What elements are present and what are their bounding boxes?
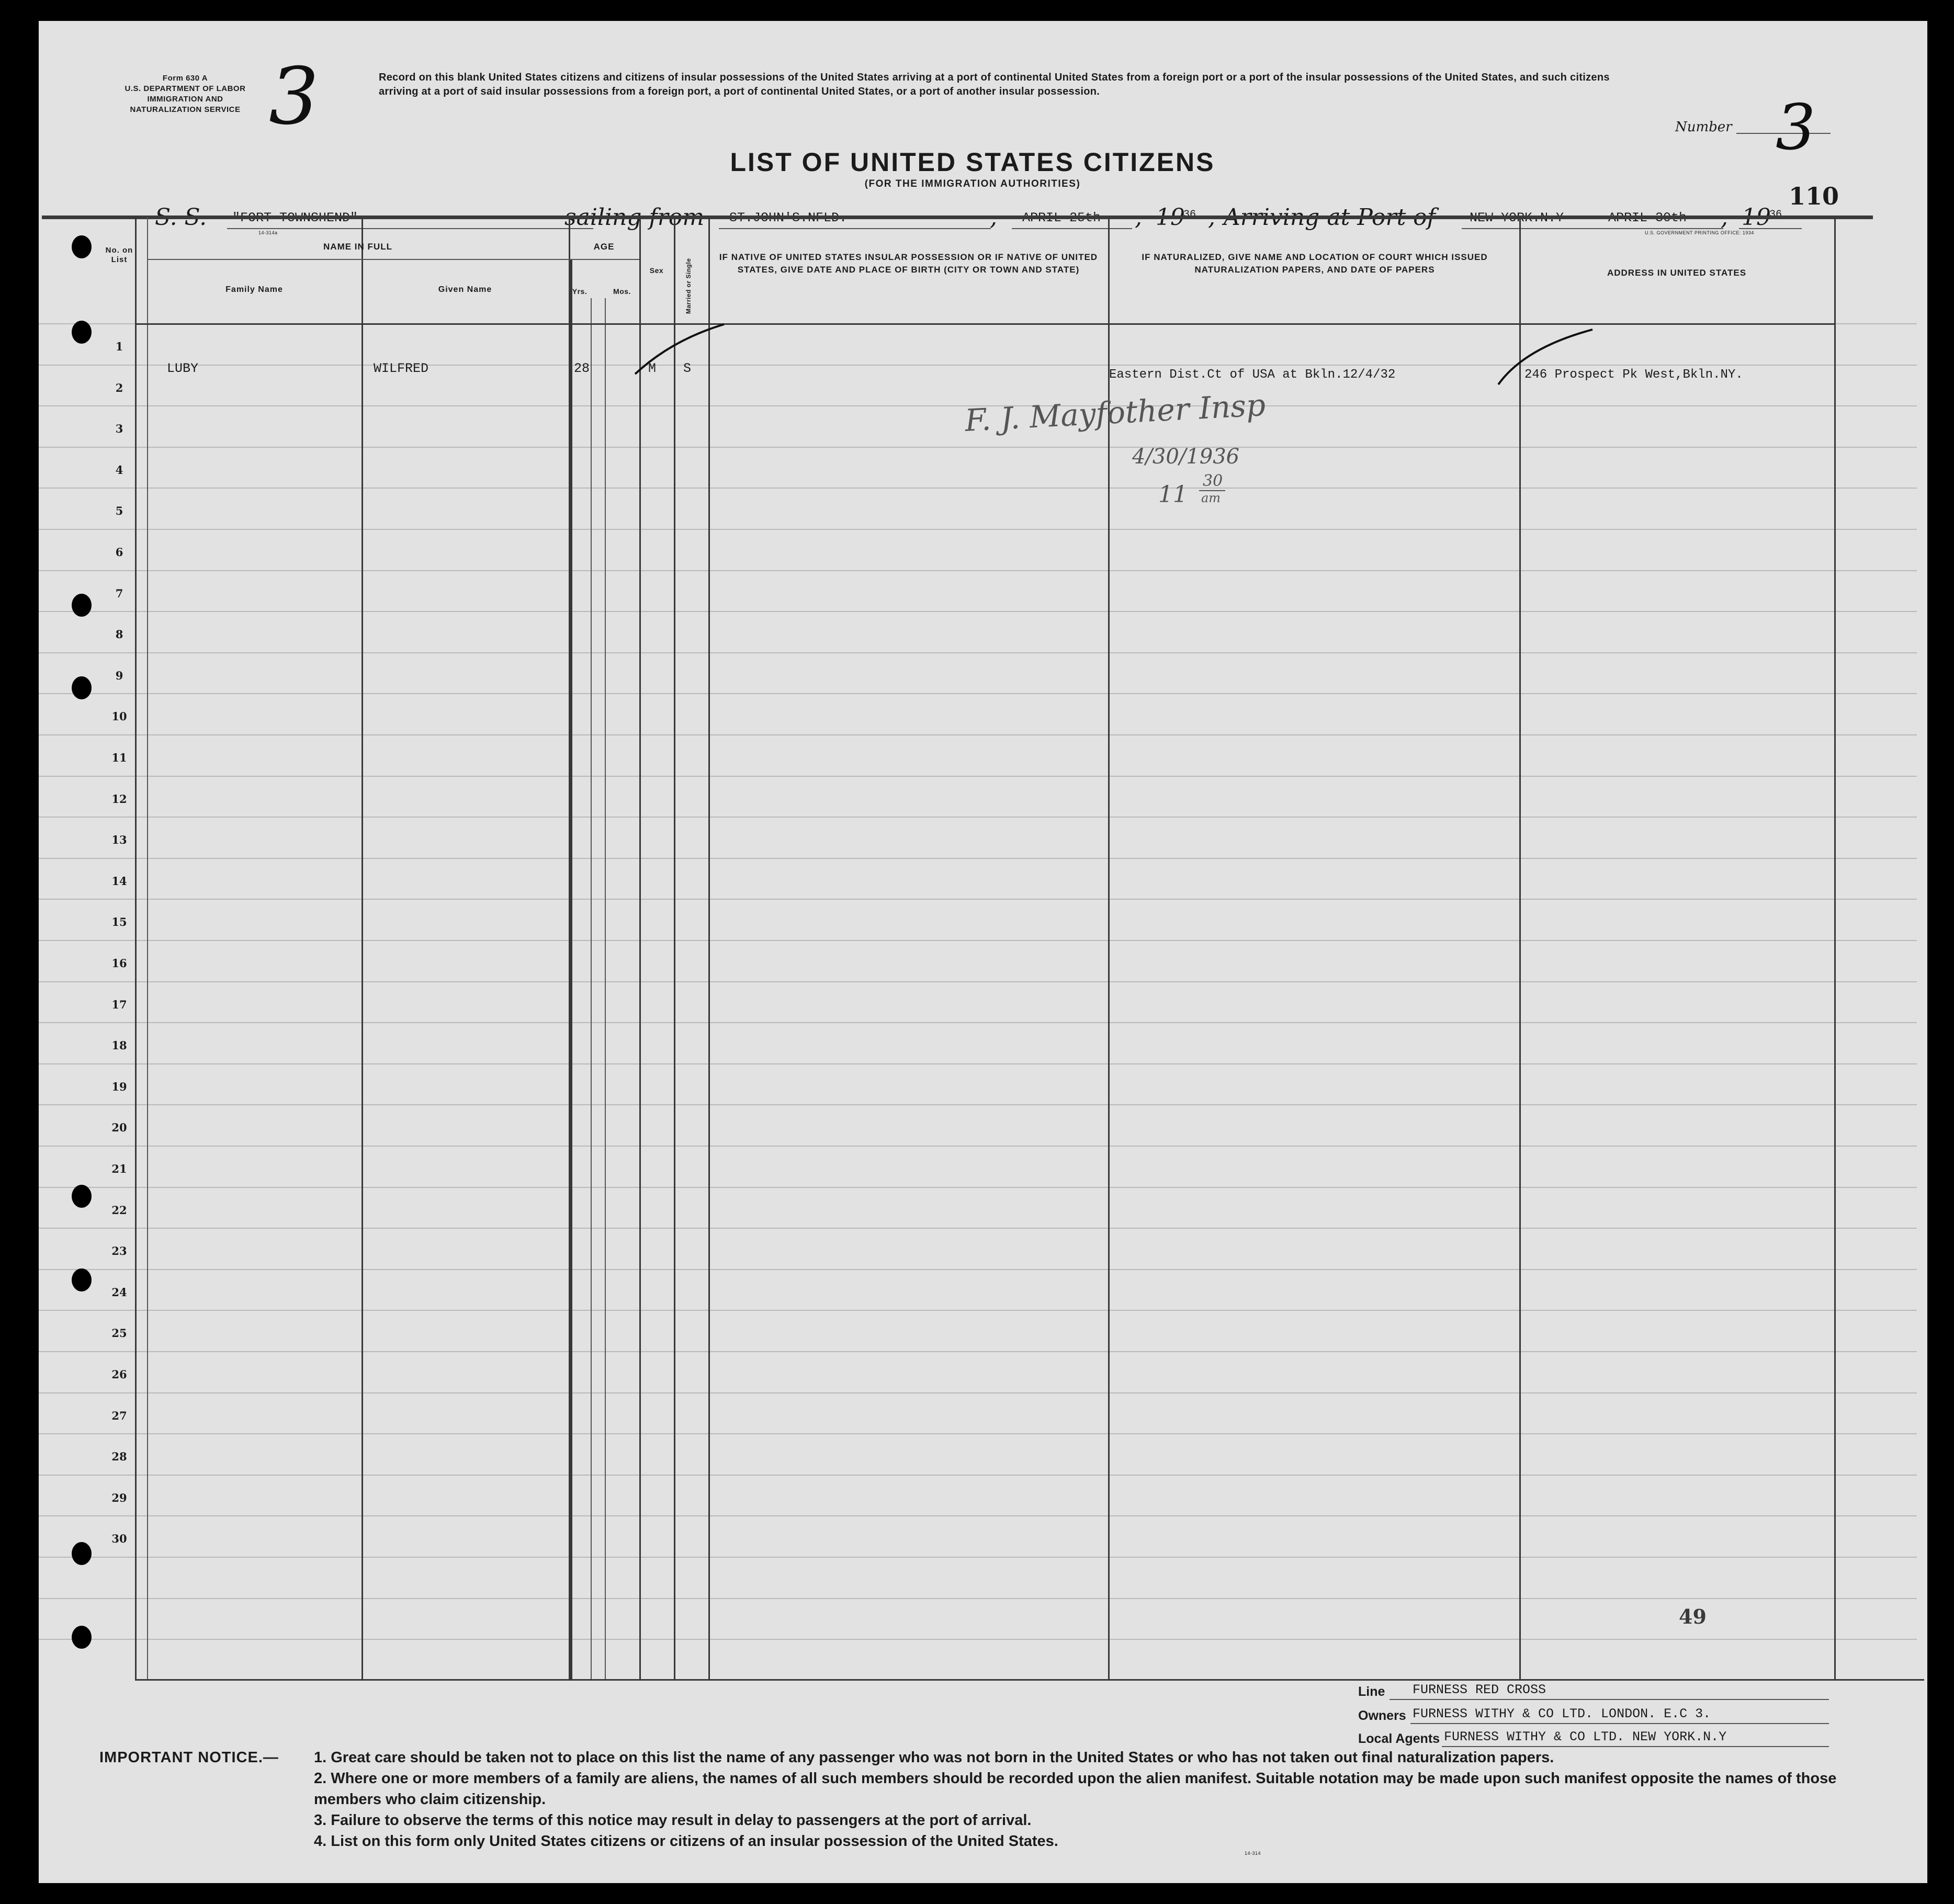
row-number: 12 bbox=[111, 792, 127, 806]
row-number: 1 bbox=[115, 340, 123, 353]
number-label: Number bbox=[1675, 119, 1732, 135]
date-arrived: APRIL 30th bbox=[1608, 210, 1687, 225]
ruled-line bbox=[39, 693, 1917, 694]
marital-status: S bbox=[683, 361, 692, 376]
inspection-date: 4/30/1936 bbox=[1132, 445, 1240, 469]
ruled-line bbox=[39, 488, 1917, 489]
row-number: 9 bbox=[115, 668, 123, 682]
ruled-line bbox=[39, 1187, 1917, 1188]
form-identifier bbox=[81, 73, 290, 115]
row-number: 26 bbox=[111, 1368, 127, 1381]
row-number: 14 bbox=[111, 874, 127, 888]
notice-item: 3. Failure to observe the terms of this notice may result in delay to passengers at the port of arrival. bbox=[314, 1812, 1032, 1829]
ruled-line bbox=[39, 1022, 1917, 1023]
col-address: ADDRESS IN UNITED STATES bbox=[1607, 268, 1747, 278]
year-prefix-arrived: 19 bbox=[1742, 204, 1771, 231]
row-number: 30 bbox=[111, 1532, 127, 1546]
col-name-in-full: NAME IN FULL bbox=[323, 242, 392, 252]
printing-office: U.S. GOVERNMENT PRINTING OFFICE: 1934 bbox=[1645, 230, 1754, 235]
form-code: 14-314 bbox=[1245, 1851, 1261, 1856]
punch-hole bbox=[72, 321, 92, 344]
age-years: 28 bbox=[574, 361, 590, 376]
ruled-line bbox=[39, 1598, 1917, 1599]
row-number: 25 bbox=[111, 1327, 127, 1340]
row-number: 11 bbox=[111, 751, 127, 764]
punch-hole bbox=[72, 1268, 92, 1291]
inspector-signature: F. J. Mayfother Insp bbox=[964, 387, 1267, 439]
ruled-line bbox=[39, 817, 1917, 818]
ruled-line bbox=[39, 652, 1917, 653]
row-number: 7 bbox=[115, 586, 123, 600]
row-number: 17 bbox=[111, 998, 127, 1011]
small-code: 14-314a bbox=[258, 230, 278, 235]
ruled-line bbox=[39, 1063, 1917, 1064]
naturalization-court: Eastern Dist.Ct of USA at Bkln.12/4/32 bbox=[1109, 368, 1396, 382]
year-arrived: 36 bbox=[1769, 209, 1782, 221]
ruled-line bbox=[39, 1269, 1917, 1270]
ruled-line bbox=[39, 858, 1917, 859]
ruled-line bbox=[39, 734, 1917, 735]
address: 246 Prospect Pk West,Bkln.NY. bbox=[1524, 368, 1743, 382]
year-sailed: 36 bbox=[1183, 209, 1196, 221]
inspection-ampm: am bbox=[1201, 491, 1221, 505]
form-identifier-line: IMMIGRATION AND bbox=[147, 95, 223, 104]
family-name: LUBY bbox=[167, 361, 199, 376]
ruled-line bbox=[39, 611, 1917, 612]
ruled-line bbox=[39, 1392, 1917, 1393]
handwritten-list-number: 3 bbox=[269, 51, 319, 142]
sailing-from-label: sailing from bbox=[564, 204, 705, 231]
number-value: 3 bbox=[1776, 92, 1816, 164]
ship-name: "FORT TOWNSHEND" bbox=[232, 210, 358, 225]
punch-hole bbox=[72, 1542, 92, 1565]
ruled-line bbox=[39, 1228, 1917, 1229]
row-number: 20 bbox=[111, 1121, 127, 1135]
ruled-line bbox=[39, 1351, 1917, 1352]
row-number: 8 bbox=[115, 628, 123, 641]
punch-hole bbox=[72, 1626, 92, 1649]
page-title: LIST OF UNITED STATES CITIZENS bbox=[730, 148, 1215, 177]
ruled-line bbox=[39, 1104, 1917, 1105]
ruled-line bbox=[39, 776, 1917, 777]
agents-value: FURNESS WITHY & CO LTD. NEW YORK.N.Y bbox=[1444, 1729, 1727, 1744]
owners-label: Owners bbox=[1358, 1708, 1406, 1723]
punch-hole bbox=[72, 235, 92, 258]
notice-lead: IMPORTANT NOTICE.— bbox=[99, 1749, 279, 1766]
row-number: 5 bbox=[115, 504, 123, 518]
port-from: ST.JOHN'S.NFLD. bbox=[729, 210, 848, 225]
col-age: AGE bbox=[593, 242, 615, 252]
col-married-single: Married or Single bbox=[685, 258, 692, 314]
owners-value: FURNESS WITHY & CO LTD. LONDON. E.C 3. bbox=[1413, 1706, 1711, 1721]
row-number: 19 bbox=[111, 1080, 127, 1093]
col-no: No. on List bbox=[105, 246, 133, 264]
agents-label: Local Agents bbox=[1358, 1731, 1440, 1746]
given-name: WILFRED bbox=[374, 361, 429, 376]
sex: M bbox=[648, 361, 657, 376]
ruled-line bbox=[39, 570, 1917, 571]
ruled-line bbox=[39, 447, 1917, 448]
port-to: NEW YORK.N.Y bbox=[1470, 210, 1564, 225]
ruled-line bbox=[39, 940, 1917, 941]
col-sex: Sex bbox=[649, 266, 664, 275]
row-number: 29 bbox=[111, 1491, 127, 1504]
form-identifier-line: U.S. DEPARTMENT OF LABOR bbox=[125, 84, 246, 93]
page-subtitle: (FOR THE IMMIGRATION AUTHORITIES) bbox=[864, 178, 1081, 189]
ruled-line bbox=[39, 1639, 1917, 1640]
row-number: 27 bbox=[111, 1409, 127, 1422]
col-naturalized: IF NATURALIZED, GIVE NAME AND LOCATION OF COURT WHICH ISSUED NATURALIZATION PAPERS, AND DATE OF PAPERS bbox=[1142, 252, 1488, 275]
ruled-line bbox=[39, 1433, 1917, 1434]
ruled-line bbox=[39, 1146, 1917, 1147]
year-prefix-sailed: 19 bbox=[1156, 204, 1185, 231]
col-age-mos: Mos. bbox=[613, 287, 631, 296]
col-birth: IF NATIVE OF UNITED STATES INSULAR POSSESSION OR IF NATIVE OF UNITED STATES, GIVE DATE AND PLACE OF BIRTH (CITY OR TOWN AND STATE) bbox=[719, 252, 1098, 275]
row-number: 23 bbox=[111, 1244, 127, 1258]
col-age-yrs: Yrs. bbox=[572, 287, 588, 296]
row-number: 15 bbox=[111, 915, 127, 929]
punch-hole bbox=[72, 594, 92, 617]
inspection-minutes: 30 bbox=[1203, 472, 1223, 490]
ruled-line bbox=[39, 1557, 1917, 1558]
ruled-line bbox=[39, 365, 1917, 366]
form-identifier-line: NATURALIZATION SERVICE bbox=[130, 105, 241, 114]
ruled-line bbox=[39, 1310, 1917, 1311]
record-instructions: Record on this blank United States citizens and citizens of insular possessions of the United States arriving at a port of continental United States from a foreign port or a port of the insular possessions of the United States, and such citizens arriving at a port of said insular possessions from a foreign port, a port of continental United States, or a port of another insular possession. bbox=[379, 72, 1610, 97]
row-number: 3 bbox=[115, 422, 123, 436]
arriving-label: Arriving at Port of bbox=[1224, 204, 1436, 231]
ruled-line bbox=[39, 899, 1917, 900]
check-mark-icon bbox=[1483, 322, 1608, 395]
line-label: Line bbox=[1358, 1684, 1385, 1699]
ss-label: S. S. bbox=[155, 204, 207, 231]
row-number: 22 bbox=[111, 1203, 127, 1217]
row-number: 4 bbox=[115, 463, 123, 477]
row-number: 21 bbox=[111, 1162, 127, 1175]
punch-hole bbox=[72, 1185, 92, 1208]
ruled-line bbox=[39, 1515, 1917, 1516]
notice-item: 4. List on this form only United States citizens or citizens of an insular possession of the United States. bbox=[314, 1833, 1058, 1850]
notice-item: 1. Great care should be taken not to place on this list the name of any passenger who was not born in the United States or who has not taken out final naturalization papers. bbox=[314, 1749, 1554, 1766]
notice-item: 2. Where one or more members of a family are aliens, the names of all such members should be recorded upon the alien manifest. Suitable notation may be made upon such manifest opposite the names of those members who claim citizenship. bbox=[314, 1770, 1837, 1808]
row-number: 10 bbox=[111, 710, 127, 723]
stamp-number: 110 bbox=[1789, 182, 1839, 210]
line-value: FURNESS RED CROSS bbox=[1413, 1682, 1546, 1697]
ruled-line bbox=[39, 981, 1917, 982]
ruled-line bbox=[39, 529, 1917, 530]
col-family-name: Family Name bbox=[225, 285, 283, 294]
page-number: 49 bbox=[1679, 1605, 1707, 1628]
row-number: 6 bbox=[115, 546, 123, 559]
punch-hole bbox=[72, 676, 92, 699]
row-number: 24 bbox=[111, 1285, 127, 1299]
manifest-sheet: Form 630 A U.S. DEPARTMENT OF LABOR IMMIGRATION AND NATURALIZATION SERVICE 3 Record on this blank United States citizens and citizens of insular possessions of the United States arriving at a port of continental United States from a foreign port or a port of the insular possessions of the United States, and such citizens arriving at a port of said insular possessions from a foreign port, a port of continental United States, or a port of another insular possession. Number 3 LIST OF UNITED STATES CITIZENS (FOR THE IMMIGRATION AUTHORITIES) 110 S. S. "FORT TOWNSHEND" 14-314a sailing from ST.JOHN'S.NFLD. , APRIL 25th , 19 36 , Arriving at Port of NEW YORK.N.Y APRIL 30th , 19 36 U.S. GOVERNMENT PRINTING OFFICE: 1934 No. on List NAME IN FULL Family Name Given Name AGE Yrs. Mos. Sex Married or Single IF NATIVE OF UNITED STATES INSULAR POSSESSION OR IF NATIVE OF UNITED STATES, GIVE DATE AND PLACE OF BIRTH (CITY OR TOWN AND STATE) IF NATURALIZED, GIVE NAME AND LOCATION OF COURT WHICH ISSUED NATURALIZATION PAPERS, AND DATE OF PAPERS ADDRESS IN UNITED STATES 1 2 3 4 5 6 7 8 9 10 11 12 13 14 15 16 17 18 19 20 21 22 23 24 25 26 27 28 29 30 LUBY WILFRED 28 M S Eastern Dist.Ct of USA at Bkln.12/4/32 246 Prospect Pk West,Bkln.NY. F. J. Mayfother Insp 4/30/1936 11 30 am 49 Line FURNESS RED CROSS Owners FURNESS WITHY & CO LTD. LONDON. E.C 3. Local Agents FURNESS WITHY & CO LTD. NEW YORK.N.Y IMPORTANT NOTICE.— 1. Great care should be taken not to place on this list the name of any passenger who was not born in the United States or who has not taken out final naturalization papers. 2. Where one or more members of a family are aliens, the names of all such members should be recorded upon the alien manifest. Suitable notation may be made upon such manifest opposite the names of those members who claim citizenship. 3. Failure to observe the terms of this notice may result in delay to passengers at the port of arrival. 4. List on this form only United States citizens or citizens of an insular possession of the United States. 14-314 bbox=[39, 21, 1927, 1883]
row-number: 28 bbox=[111, 1450, 127, 1464]
check-mark-icon bbox=[625, 319, 740, 382]
ruled-line bbox=[39, 1475, 1917, 1476]
inspection-hour: 11 bbox=[1158, 481, 1188, 508]
date-sailed: APRIL 25th bbox=[1022, 210, 1101, 225]
table-top-rule bbox=[42, 216, 1873, 217]
col-given-name: Given Name bbox=[438, 285, 492, 294]
form-identifier-line: Form 630 A bbox=[162, 74, 208, 83]
row-number: 16 bbox=[111, 957, 127, 970]
row-number: 18 bbox=[111, 1039, 127, 1052]
row-number: 2 bbox=[115, 381, 123, 394]
row-number: 13 bbox=[111, 833, 127, 847]
